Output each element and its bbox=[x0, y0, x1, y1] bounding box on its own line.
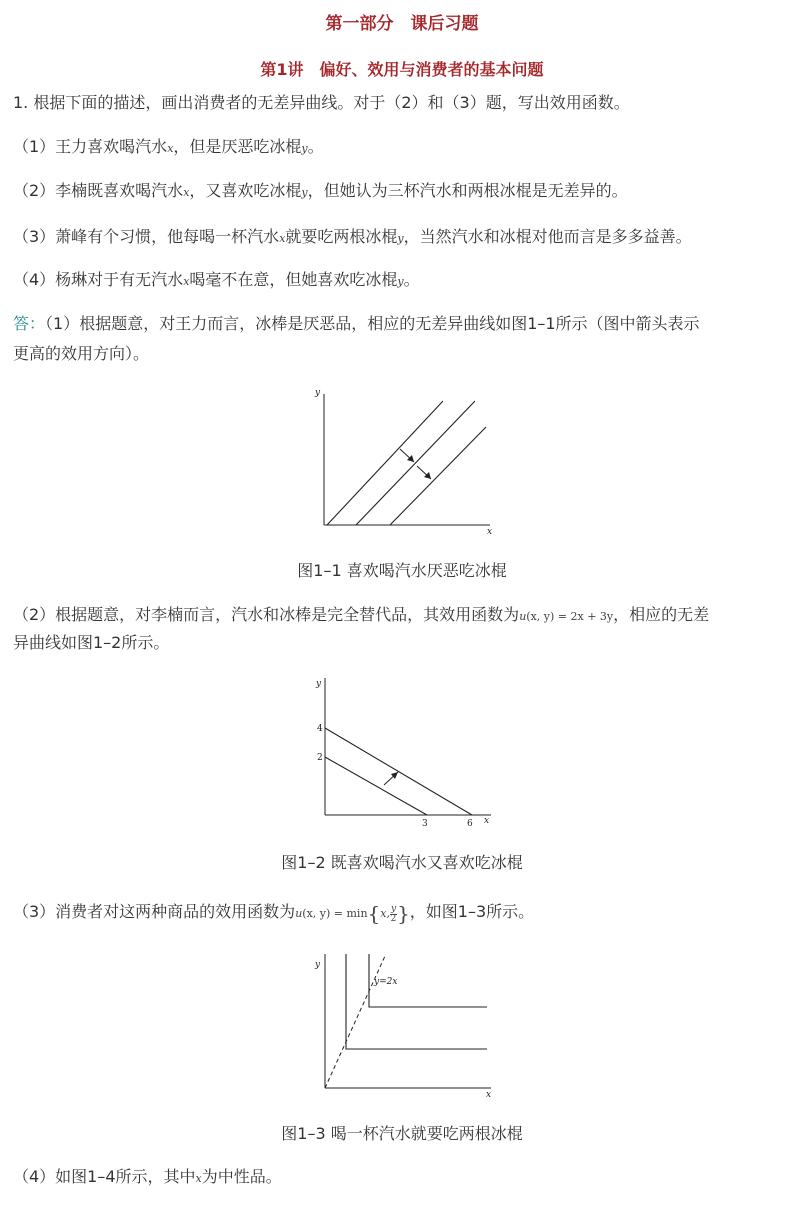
ray-label: y=2x bbox=[374, 977, 398, 987]
item-text: ，但她认为三杯汽水和两根冰棍是无差异的。 bbox=[307, 181, 628, 200]
math-var: y bbox=[397, 232, 404, 245]
question-item-4 bbox=[13, 265, 793, 296]
fig3-y-label: y bbox=[315, 960, 321, 970]
answer-text: （4）如图1–4所示，其中 bbox=[13, 1167, 196, 1186]
ray-y-2x bbox=[325, 956, 385, 1088]
utility-formula-3: u(x, y) = min{x, $\frac{y}{2}$ } bbox=[295, 901, 410, 926]
figure-1-3-caption: 图1–3 喝一杯汽水就要吃两根冰棍 bbox=[281, 1124, 523, 1143]
figure-1-2-caption: 图1–2 既喜欢喝汽水又喜欢吃冰棍 bbox=[281, 853, 523, 872]
math-var: y bbox=[301, 142, 308, 155]
item-text: （4）杨琳对于有无汽水 bbox=[13, 270, 184, 289]
question-item-3 bbox=[13, 222, 793, 253]
indifference-curve bbox=[325, 728, 472, 815]
item-text: （1）王力喜欢喝汽水 bbox=[13, 137, 168, 156]
item-text: 。 bbox=[403, 270, 420, 289]
answer-3-line1 bbox=[13, 897, 793, 929]
item-text: 就要吃两根冰棍 bbox=[285, 227, 398, 246]
answer-2-line1 bbox=[13, 600, 793, 631]
fig1-x-label: x bbox=[487, 527, 493, 537]
fig2-y-label: y bbox=[316, 679, 322, 689]
figure-1-3 bbox=[306, 948, 506, 1098]
answer-text: （2）根据题意，对李楠而言，汽水和冰棒是完全替代品，其效用函数为 bbox=[13, 605, 520, 624]
part-title: 第一部分 课后习题 bbox=[325, 14, 479, 34]
fig1-y-label: y bbox=[315, 388, 321, 398]
item-text: ，当然汽水和冰棍对他而言是多多益善。 bbox=[403, 227, 692, 246]
answer-text: （1）根据题意，对王力而言，冰棒是厌恶品，相应的无差异曲线如图1–1所示（图中箭头表示 bbox=[45, 314, 700, 333]
answer-label: 答： bbox=[13, 314, 46, 333]
fig2-tick-y2: 2 bbox=[317, 753, 323, 763]
indifference-curve bbox=[325, 757, 427, 815]
answer-4-line1 bbox=[13, 1162, 793, 1193]
item-text: ，又喜欢吃冰棍 bbox=[189, 181, 302, 200]
fig3-x-label: x bbox=[486, 1090, 492, 1100]
fig2-tick-y4: 4 bbox=[317, 724, 323, 734]
math-var: x bbox=[195, 1172, 202, 1185]
figure-1-2 bbox=[306, 672, 506, 832]
lecture-title: 第1讲 偏好、效用与消费者的基本问题 bbox=[260, 60, 544, 79]
math-var: x bbox=[183, 275, 190, 288]
answer-1-line1 bbox=[13, 309, 793, 338]
math-var: x bbox=[167, 142, 174, 155]
indifference-curve bbox=[346, 954, 487, 1049]
utility-formula-2: u(x, y) = 2x + 3y bbox=[519, 610, 614, 623]
fig2-x-label: x bbox=[484, 816, 490, 826]
math-var: y bbox=[397, 275, 404, 288]
math-var: x bbox=[279, 232, 286, 245]
indifference-curve bbox=[356, 401, 475, 525]
item-text: （2）李楠既喜欢喝汽水 bbox=[13, 181, 184, 200]
figure-1-1 bbox=[306, 382, 506, 538]
fig2-tick-x3: 3 bbox=[422, 819, 428, 829]
figure-1-1-caption: 图1–1 喜欢喝汽水厌恶吃冰棍 bbox=[297, 561, 507, 580]
indifference-curve bbox=[327, 401, 443, 525]
math-var: y bbox=[301, 186, 308, 199]
question-stem: 1. 根据下面的描述，画出消费者的无差异曲线。对于（2）和（3）题，写出效用函数。 bbox=[13, 93, 630, 112]
question-item-1 bbox=[13, 132, 793, 163]
answer-text: 为中性品。 bbox=[201, 1167, 282, 1186]
answer-2-line2: 异曲线如图1–2所示。 bbox=[13, 633, 170, 652]
answer-text: ，如图1–3所示。 bbox=[409, 902, 535, 921]
item-text: 喝毫不在意，但她喜欢吃冰棍 bbox=[189, 270, 398, 289]
math-var: x bbox=[183, 186, 190, 199]
answer-text: （3）消费者对这两种商品的效用函数为 bbox=[13, 902, 296, 921]
fig2-tick-x6: 6 bbox=[467, 819, 473, 829]
question-item-2 bbox=[13, 176, 793, 207]
answer-1-line2: 更高的效用方向）。 bbox=[13, 344, 150, 363]
item-text: （3）萧峰有个习惯，他每喝一杯汽水 bbox=[13, 227, 280, 246]
item-text: 。 bbox=[307, 137, 324, 156]
answer-text: ，相应的无差 bbox=[613, 605, 710, 624]
item-text: ，但是厌恶吃冰棍 bbox=[173, 137, 302, 156]
